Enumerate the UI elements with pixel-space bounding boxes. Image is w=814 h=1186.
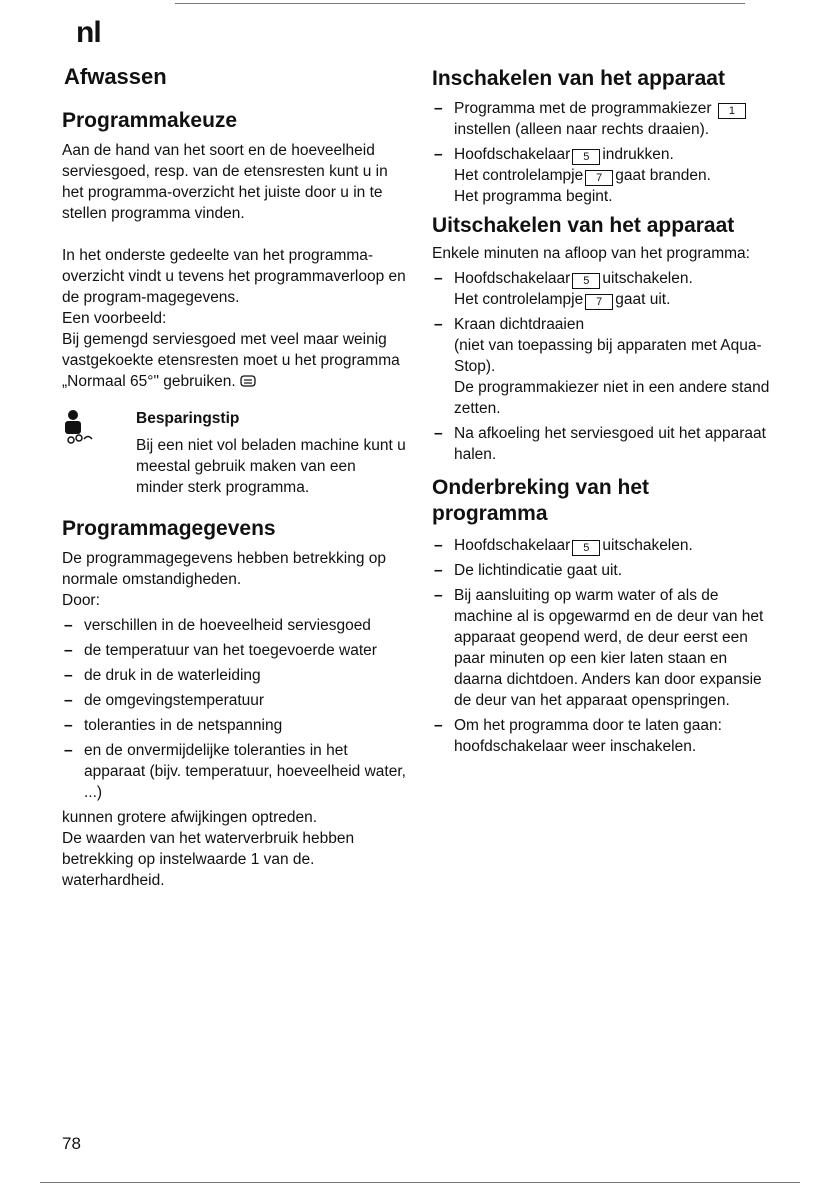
list-item: – Kraan dichtdraaien (niet van toepassing bij apparaten met Aqua-Stop). De programmakiezer niet in een andere stand zetten. (434, 316, 770, 417)
paragraph-example (62, 329, 407, 392)
language-tag: nl (76, 16, 101, 49)
paragraph-program-overview: In het onderste gedeelte van het programma-overzicht vindt u tevens het programmaverloop en de program-magegevens. (62, 247, 406, 306)
paragraph-deviations: kunnen grotere afwijkingen optreden. (62, 809, 318, 826)
left-column (62, 62, 407, 891)
heading-onderbreking: Onderbreking van het programma (432, 476, 650, 525)
paragraph-switch-off-intro: Enkele minuten na afloop van het programma: (432, 245, 750, 262)
list-item: – Na afkoeling het serviesgoed uit het apparaat halen. (434, 425, 766, 463)
paragraph-program-data: De programmagegevens hebben betrekking op normale omstandigheden. (62, 550, 386, 588)
page-number: 78 (62, 1134, 81, 1153)
save-tip-icon (62, 408, 104, 448)
paragraph-program-choice: Aan de hand van het soort en de hoeveelheid serviesgoed, resp. van de etensresten kunt u in het programma-overzicht het juiste door u in te stellen programma vinden. (62, 142, 388, 222)
list-item: – en de onvermijdelijke toleranties in het apparaat (bijv. temperatuur, hoeveelheid water, ...) (64, 742, 406, 801)
indicator-lamp-key: 7 (585, 294, 613, 310)
example-text: Bij gemengd serviesgoed met veel maar weinig vastgekoekte etensresten moet u het programma „Normaal 65°" gebruiken. (62, 331, 400, 390)
paragraph-water-values: De waarden van het waterverbruik hebben betrekking op instelwaarde 1 van de. waterhardheid. (62, 830, 355, 889)
list-item: – verschillen in de hoeveelheid serviesgoed (64, 617, 371, 634)
tip-title: Besparingstip (136, 410, 240, 427)
paragraph-example-label: Een voorbeeld: (62, 310, 167, 327)
top-rule (175, 3, 745, 4)
list-item: – Programma met de programmakiezer 1 instellen (alleen naar rechts draaien). (432, 98, 777, 140)
heading-uitschakelen: Uitschakelen van het apparaat (432, 214, 735, 237)
dishwasher-symbol-icon (240, 375, 256, 387)
heading-programmakeuze: Programmakeuze (62, 109, 238, 132)
main-switch-key: 5 (572, 273, 600, 289)
switch-off-steps (432, 268, 777, 465)
list-item: – Hoofdschakelaar 5 uitschakelen. (434, 537, 693, 554)
deviation-list (62, 615, 407, 803)
list-item: – Hoofdschakelaar 5 indrukken. Het controlelampje 7 gaat branden. Het programma begint. (434, 146, 711, 205)
saving-tip (62, 408, 407, 498)
main-switch-key: 5 (572, 149, 600, 165)
list-item: – de druk in de waterleiding (64, 667, 261, 684)
section-title-afwassen: Afwassen (64, 64, 167, 89)
list-item: – de omgevingstemperatuur (64, 692, 265, 709)
list-item: – Om het programma door te laten gaan: hoofdschakelaar weer inschakelen. (434, 717, 722, 755)
heading-inschakelen: Inschakelen van het apparaat (432, 67, 725, 90)
program-selector-key: 1 (718, 103, 746, 119)
tip-text: Bij een niet vol beladen machine kunt u meestal gebruik maken van een minder sterk programma. (136, 437, 406, 496)
bottom-rule (40, 1182, 800, 1183)
switch-on-steps (432, 98, 777, 207)
right-column (432, 62, 777, 761)
main-switch-key: 5 (572, 540, 600, 556)
list-item: – Bij aansluiting op warm water of als de machine al is opgewarmd en de deur van het apparaat geopend werd, de deur eerst een paar minuten op een kier laten staan en daarna dichtdoen. Anders kan door expansie de deur van het apparaat openspringen. (434, 587, 764, 709)
list-item: – De lichtindicatie gaat uit. (434, 562, 623, 579)
list-item: – toleranties in de netspanning (64, 717, 283, 734)
paragraph-door: Door: (62, 592, 100, 609)
indicator-lamp-key: 7 (585, 170, 613, 186)
list-item: – Hoofdschakelaar 5 uitschakelen. Het controlelampje 7 gaat uit. (434, 270, 693, 308)
heading-programmagegevens: Programmagegevens (62, 517, 276, 540)
interruption-steps (432, 535, 777, 757)
list-item: – de temperatuur van het toegevoerde water (64, 642, 377, 659)
